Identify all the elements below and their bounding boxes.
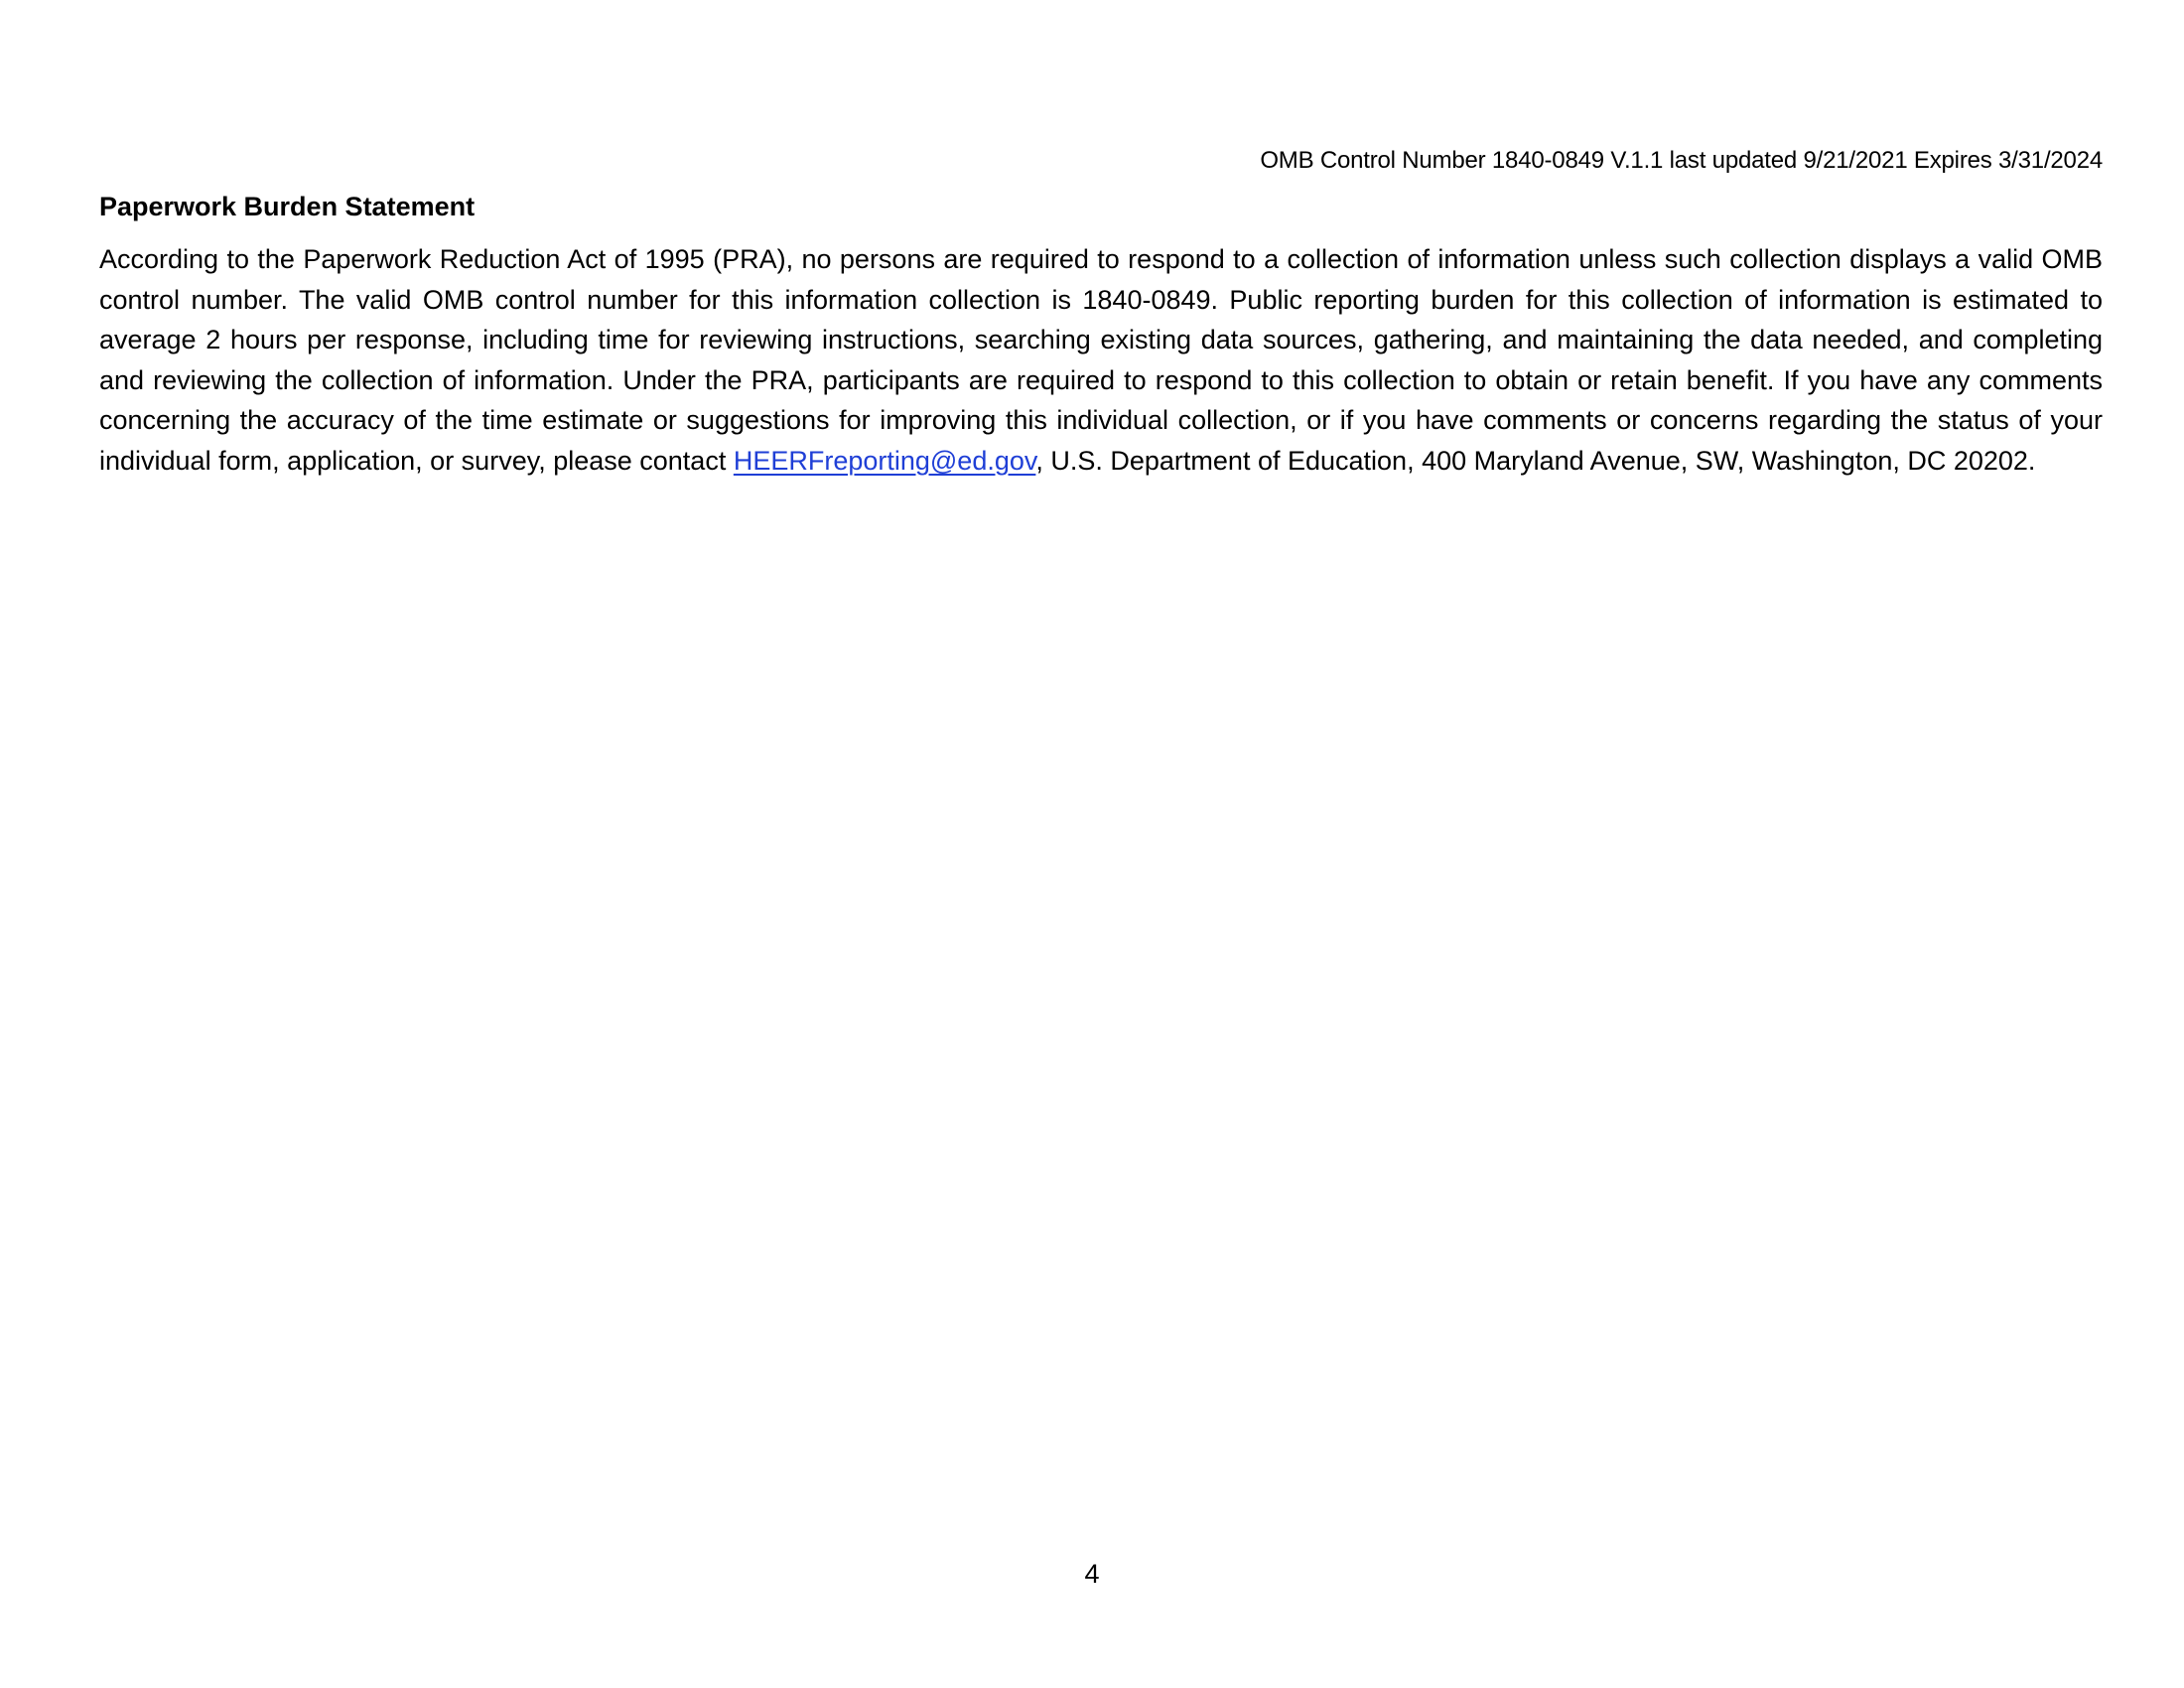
section-title: Paperwork Burden Statement: [99, 192, 476, 221]
page-number: 4: [1084, 1559, 1100, 1589]
omb-control-header: OMB Control Number 1840-0849 V.1.1 last updated 9/21/2021 Expires 3/31/2024: [1260, 147, 2103, 174]
email-link[interactable]: HEERFreporting@ed.gov: [733, 445, 1036, 476]
paragraph-text-before-link: According to the Paperwork Reduction Act of 1995 (PRA), no persons are required to respond to a collection of information unless such collection displays a valid OMB control number. The valid OMB control number for this information collection is 1840-0849. Public reporting burden for this collection of information is estimated to average 2 hours per response, including time for reviewing instructions, searching existing data sources, gathering, and maintaining the data needed, and completing and reviewing the collection of information. Under the PRA, participants are required to respond to this collection to obtain or retain benefit. If you have any comments concerning the accuracy of the time estimate or suggestions for improving this individual collection, or if you have comments or concerns regarding the status of your individual form, application, or survey, please contact: [99, 244, 2103, 476]
paragraph-text-after-link: , U.S. Department of Education, 400 Maryland Avenue, SW, Washington, DC 20202.: [1035, 445, 2036, 476]
paperwork-burden-paragraph: [99, 239, 2103, 481]
